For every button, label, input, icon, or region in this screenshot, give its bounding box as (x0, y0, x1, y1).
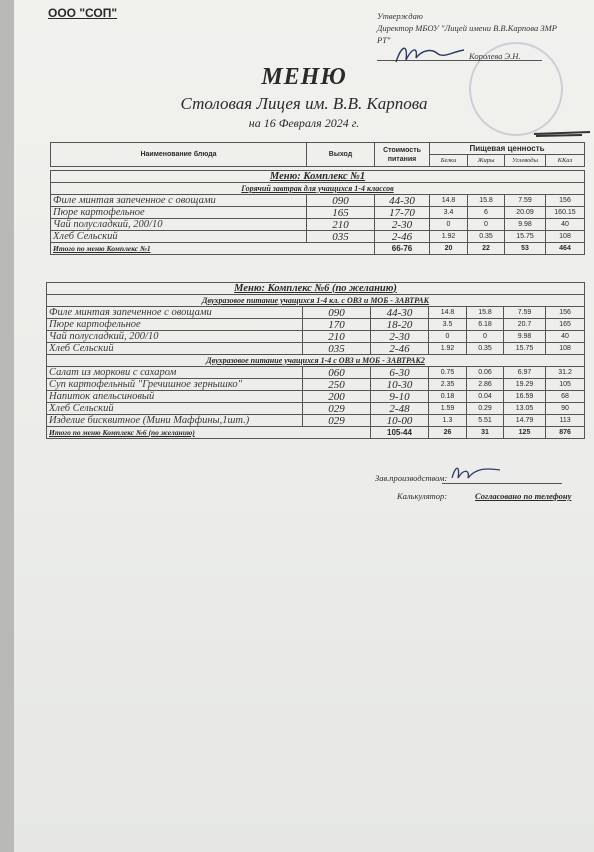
dish-name: Хлеб Сельский (47, 343, 303, 355)
total-cost: 105-44 (371, 427, 429, 439)
table-row (47, 319, 585, 331)
dish-name: Хлеб Сельский (51, 231, 307, 243)
dish-carbs: 9.98 (504, 331, 546, 343)
total-row (47, 427, 585, 439)
table-row (47, 391, 585, 403)
total-carbs: 53 (505, 243, 546, 255)
dish-protein: 1.3 (429, 415, 467, 427)
table-row (51, 231, 585, 243)
header-output: Выход (307, 143, 375, 167)
calculator-value: Согласовано по телефону (475, 491, 572, 501)
dish-output: 200 (303, 391, 371, 403)
header-cost: Стоимость питания (375, 143, 430, 167)
dish-name: Чай полусладкий, 200/10 (47, 331, 303, 343)
dish-carbs: 7.59 (505, 195, 546, 207)
dish-kcal: 90 (546, 403, 585, 415)
dish-kcal: 160.15 (546, 207, 585, 219)
table-row (47, 367, 585, 379)
dish-protein: 0 (430, 219, 468, 231)
dish-kcal: 156 (546, 307, 585, 319)
header-fat: Жиры (468, 155, 505, 167)
director-name: Королева Э.Н. (469, 51, 521, 61)
dish-output: 090 (303, 307, 371, 319)
dish-fat: 15.8 (468, 195, 505, 207)
dish-kcal: 40 (546, 219, 585, 231)
table-row (47, 415, 585, 427)
approval-line-3: РТ" (377, 35, 391, 45)
dish-protein: 1.59 (429, 403, 467, 415)
dish-name: Напиток апельсиновый (47, 391, 303, 403)
group-title: Двухразовое питание учащихся 1-4 кл. с ОВЗ и МОБ - ЗАВТРАК (47, 295, 585, 307)
table-row (47, 403, 585, 415)
dish-carbs: 7.59 (504, 307, 546, 319)
dish-protein: 0.18 (429, 391, 467, 403)
dish-output: 210 (307, 219, 375, 231)
dish-output: 250 (303, 379, 371, 391)
dish-fat: 0.04 (467, 391, 504, 403)
dish-output: 029 (303, 415, 371, 427)
dish-protein: 2.35 (429, 379, 467, 391)
dish-kcal: 108 (546, 231, 585, 243)
total-carbs: 125 (504, 427, 546, 439)
dish-cost: 44-30 (375, 195, 430, 207)
complex-1-table (50, 170, 585, 255)
dish-fat: 6 (468, 207, 505, 219)
dish-output: 090 (307, 195, 375, 207)
dish-protein: 1.92 (429, 343, 467, 355)
dish-carbs: 13.05 (504, 403, 546, 415)
dish-kcal: 165 (546, 319, 585, 331)
dish-output: 029 (303, 403, 371, 415)
dish-name: Пюре картофельное (51, 207, 307, 219)
dish-name: Пюре картофельное (47, 319, 303, 331)
dish-carbs: 6.97 (504, 367, 546, 379)
dish-protein: 14.8 (430, 195, 468, 207)
dish-cost: 2-46 (371, 343, 429, 355)
dish-carbs: 16.59 (504, 391, 546, 403)
production-label: Зав.производством: (375, 473, 448, 483)
dish-cost: 2-30 (375, 219, 430, 231)
dish-carbs: 20.09 (505, 207, 546, 219)
table-row (47, 331, 585, 343)
section-title: Меню: Комплекс №1 (51, 171, 585, 183)
table-row (51, 207, 585, 219)
dish-output: 210 (303, 331, 371, 343)
dish-name: Хлеб Сельский (47, 403, 303, 415)
dish-output: 170 (303, 319, 371, 331)
total-cost: 66-76 (375, 243, 430, 255)
menu-document (14, 0, 594, 852)
dish-kcal: 156 (546, 195, 585, 207)
dish-protein: 0 (429, 331, 467, 343)
dish-fat: 0.35 (467, 343, 504, 355)
production-manager-block (375, 473, 447, 483)
total-row (51, 243, 585, 255)
table-row (47, 379, 585, 391)
dish-cost: 2-30 (371, 331, 429, 343)
dish-cost: 2-48 (371, 403, 429, 415)
approval-line-2: Директор МБОУ "Лицей имени В.В.Карпова ЗМР (377, 23, 557, 33)
header-nutrition: Пищевая ценность (430, 143, 585, 155)
table-row (51, 219, 585, 231)
dish-cost: 6-30 (371, 367, 429, 379)
dish-cost: 44-30 (371, 307, 429, 319)
page-subtitle: Столовая Лицея им. В.В. Карпова (180, 94, 428, 113)
dish-carbs: 14.79 (504, 415, 546, 427)
menu-header-table (50, 142, 585, 167)
calculator-label: Калькулятор: (397, 491, 448, 501)
dish-fat: 0 (468, 219, 505, 231)
scribble-mark-icon (532, 128, 592, 138)
menu-date: на 16 Февраля 2024 г. (248, 116, 360, 130)
dish-kcal: 40 (546, 331, 585, 343)
dish-output: 035 (307, 231, 375, 243)
table-row (47, 343, 585, 355)
total-fat: 22 (468, 243, 505, 255)
dish-fat: 15.8 (467, 307, 504, 319)
dish-protein: 14.8 (429, 307, 467, 319)
production-signature-icon (446, 462, 506, 484)
complex-6-table (46, 282, 585, 439)
dish-kcal: 105 (546, 379, 585, 391)
dish-name: Филе минтая запеченное с овощами (47, 307, 303, 319)
dish-kcal: 113 (546, 415, 585, 427)
dish-name: Филе минтая запеченное с овощами (51, 195, 307, 207)
dish-name: Салат из моркови с сахаром (47, 367, 303, 379)
dish-protein: 3.5 (429, 319, 467, 331)
dish-name: Суп картофельный "Гречишное зернышко" (47, 379, 303, 391)
dish-kcal: 31.2 (546, 367, 585, 379)
header-kcal: ККал (546, 155, 585, 167)
section-title: Меню: Комплекс №6 (по желанию) (47, 283, 585, 295)
dish-fat: 0.29 (467, 403, 504, 415)
table-row (47, 307, 585, 319)
dish-carbs: 19.29 (504, 379, 546, 391)
dish-kcal: 108 (546, 343, 585, 355)
calculator-block (397, 491, 572, 501)
total-label: Итого по меню Комплекс №6 (по желанию) (47, 427, 371, 439)
dish-carbs: 15.75 (504, 343, 546, 355)
dish-cost: 18-20 (371, 319, 429, 331)
dish-output: 035 (303, 343, 371, 355)
total-kcal: 876 (546, 427, 585, 439)
dish-fat: 5.51 (467, 415, 504, 427)
dish-fat: 0.06 (467, 367, 504, 379)
total-kcal: 464 (546, 243, 585, 255)
total-fat: 31 (467, 427, 504, 439)
dish-protein: 0.75 (429, 367, 467, 379)
dish-carbs: 20.7 (504, 319, 546, 331)
dish-fat: 0 (467, 331, 504, 343)
header-carbs: Углеводы (505, 155, 546, 167)
group-title: Горячий завтрак для учащихся 1-4 классов (51, 183, 585, 195)
dish-cost: 2-46 (375, 231, 430, 243)
dish-fat: 2.86 (467, 379, 504, 391)
dish-cost: 9-10 (371, 391, 429, 403)
dish-fat: 0.35 (468, 231, 505, 243)
dish-name: Чай полусладкий, 200/10 (51, 219, 307, 231)
page-title: МЕНЮ (261, 64, 347, 90)
dish-fat: 6.18 (467, 319, 504, 331)
total-protein: 20 (430, 243, 468, 255)
dish-carbs: 9.98 (505, 219, 546, 231)
header-protein: Белки (430, 155, 468, 167)
total-label: Итого по меню Комплекс №1 (51, 243, 375, 255)
header-dish: Наименование блюда (51, 143, 307, 167)
dish-cost: 10-00 (371, 415, 429, 427)
organization-name: ООО "СОП" (48, 6, 118, 20)
dish-protein: 3.4 (430, 207, 468, 219)
dish-name: Изделие бисквитное (Мини Маффины,1шт.) (47, 415, 303, 427)
total-protein: 26 (429, 427, 467, 439)
dish-protein: 1.92 (430, 231, 468, 243)
dish-cost: 10-30 (371, 379, 429, 391)
approval-line-1: Утверждаю (377, 11, 423, 21)
group-title: Двухразовое питание учащихся 1-4 с ОВЗ и МОБ - ЗАВТРАК2 (47, 355, 585, 367)
dish-output: 060 (303, 367, 371, 379)
dish-carbs: 15.75 (505, 231, 546, 243)
table-row (51, 195, 585, 207)
dish-kcal: 68 (546, 391, 585, 403)
dish-output: 165 (307, 207, 375, 219)
dish-cost: 17-70 (375, 207, 430, 219)
